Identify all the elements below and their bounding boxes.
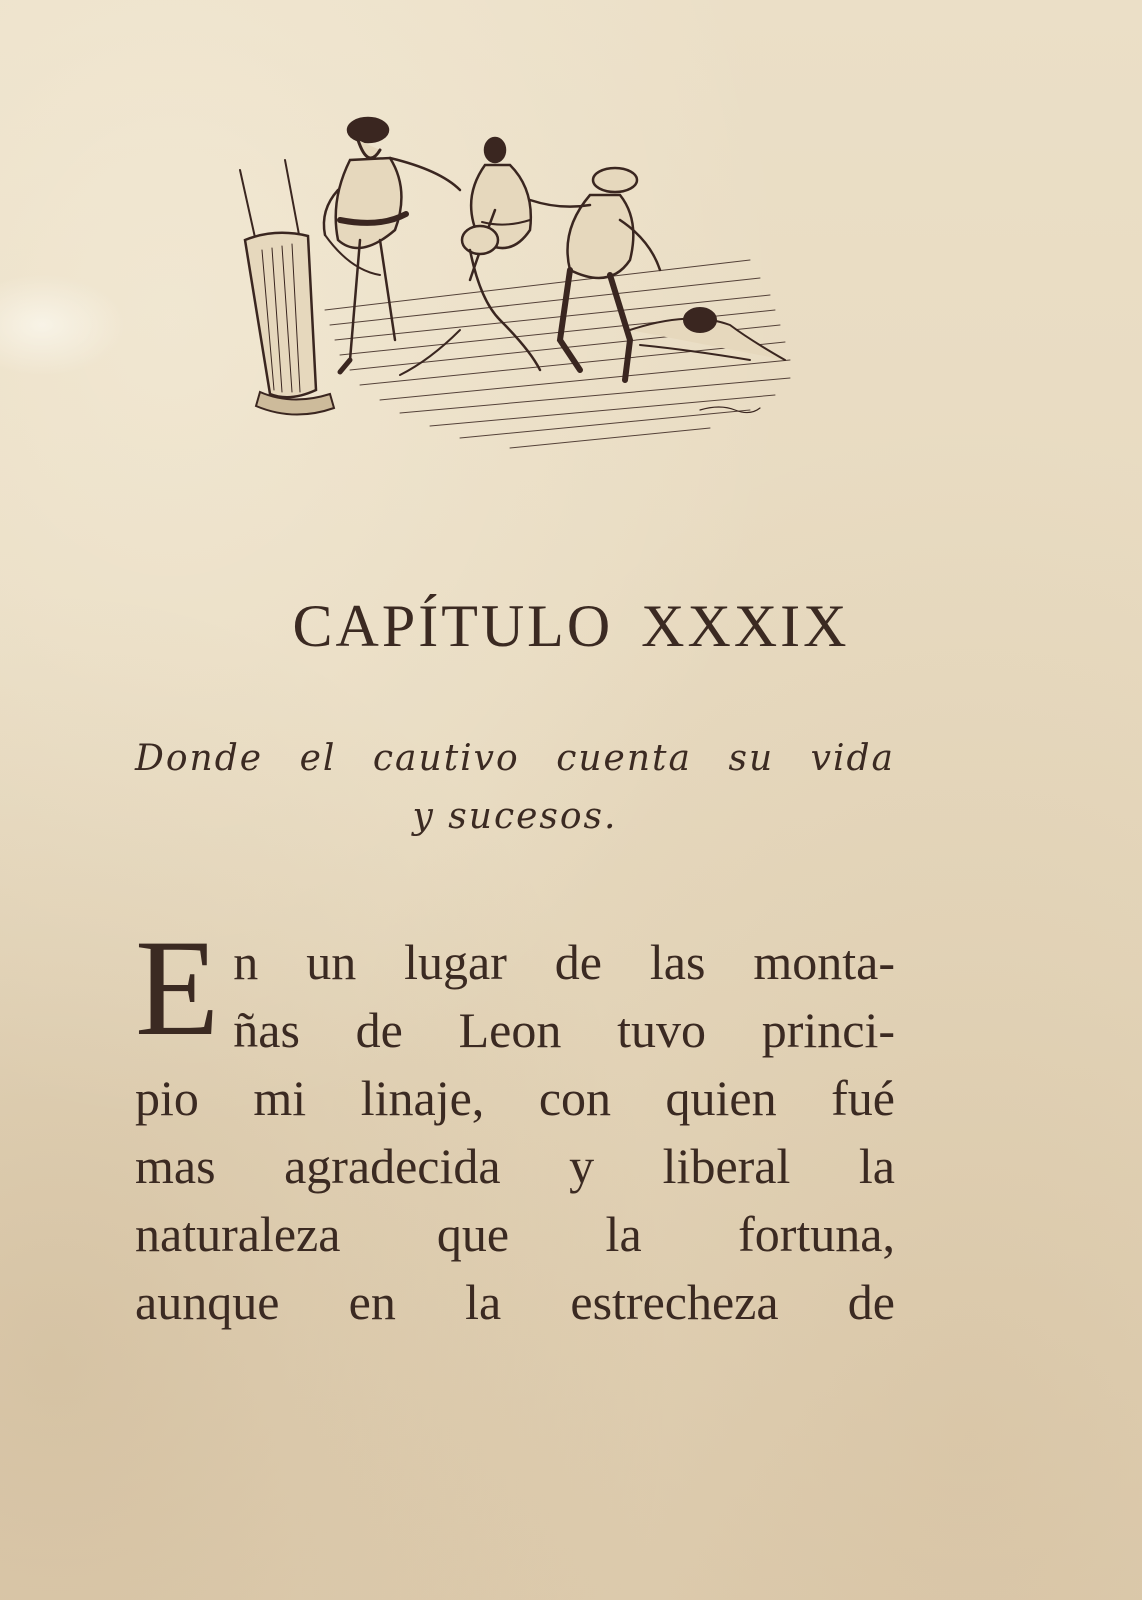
body-line: n un lugar de las monta- <box>233 934 895 990</box>
engraving-svg <box>230 110 810 470</box>
body-line: pio mi linaje, con quien fué <box>135 1070 895 1126</box>
figure-right <box>530 168 660 380</box>
column-shape <box>240 160 334 415</box>
figure-middle <box>400 138 540 375</box>
chapter-title-number: XXXIX <box>641 593 850 659</box>
body-line: mas agradecida y liberal la <box>135 1138 895 1194</box>
body-line: aunque en la estrecheza de <box>135 1274 895 1330</box>
chapter-title <box>0 592 1142 661</box>
chapter-title-word: CAPÍTULO <box>292 593 614 659</box>
chapter-vignette-illustration <box>230 110 810 470</box>
paper-crease <box>0 265 140 385</box>
chapter-subtitle <box>135 730 895 846</box>
body-line: ñas de Leon tuvo princi- <box>233 1002 895 1058</box>
drop-cap: E <box>135 911 220 1064</box>
chapter-body-text <box>135 911 895 1336</box>
subtitle-line-2: y sucesos. <box>412 796 618 837</box>
subtitle-line-1: Donde el cautivo cuenta su vida <box>135 738 895 779</box>
body-line: naturaleza que la fortuna, <box>135 1206 895 1262</box>
deck-hatching <box>325 260 790 448</box>
figure-fallen <box>630 308 785 360</box>
